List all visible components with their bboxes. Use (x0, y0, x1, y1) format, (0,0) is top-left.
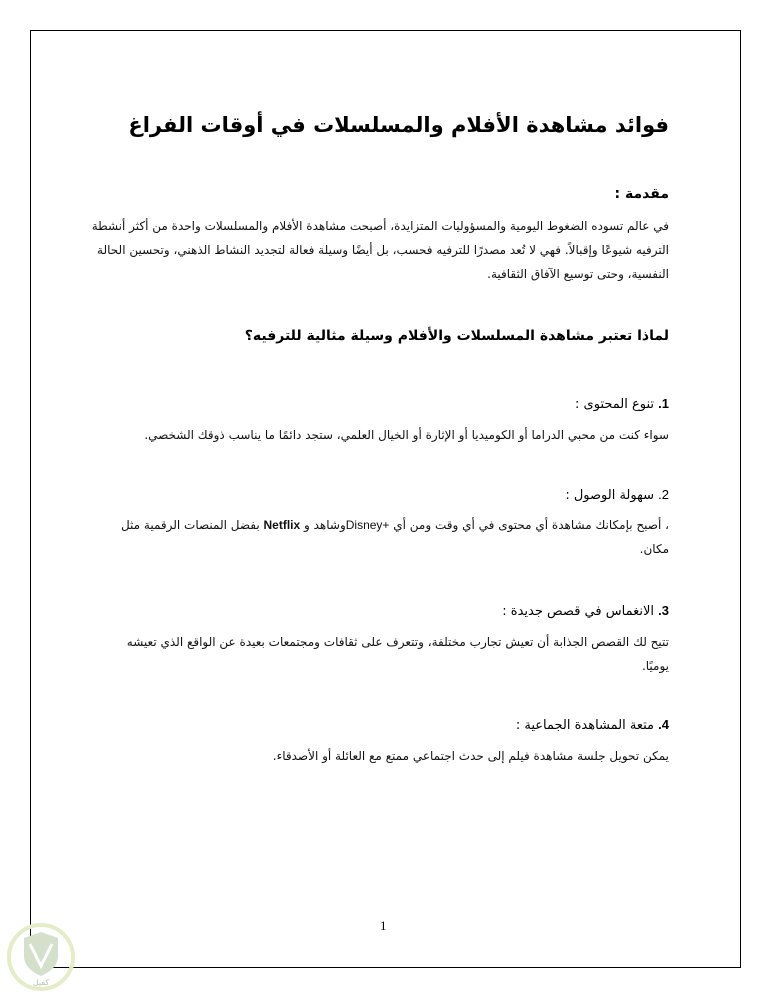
intro-paragraph (92, 214, 669, 286)
item-heading-3 (502, 603, 669, 619)
item-title: متعة المشاهدة الجماعية : (515, 718, 654, 733)
item-line: سواء كنت من محبي الدراما أو الكوميديا أو الإثارة أو الخيال العلمي، ستجد دائمًا ما يناسب ذوقك الشخصي. (144, 428, 669, 442)
item-title: تنوع المحتوى : (575, 397, 654, 412)
item-line: يمكن تحويل جلسة مشاهدة فيلم إلى حدث اجتماعي ممتع مع العائلة أو الأصدقاء. (272, 749, 669, 763)
watermark-logo (6, 922, 76, 992)
netflix-text: Netflix (263, 518, 301, 532)
item-number: 4. (658, 717, 669, 732)
item-text: وشاهد و (300, 518, 346, 532)
item-body-3 (127, 630, 669, 678)
item-heading-4 (516, 717, 669, 733)
item-title: سهولة الوصول : (565, 488, 654, 503)
item-line: مكان. (639, 542, 669, 556)
item-line: تتيح لك القصص الجذابة أن تعيش تجارب مختلفة، وتتعرف على ثقافات ومجتمعات بعيدة عن الواقع الذي تعيشه (126, 635, 669, 649)
intro-line: في عالم تسوده الضغوط اليومية والمسؤوليات المتزايدة، أصبحت مشاهدة الأفلام والمسلسلات واحدة من أكثر أنشطة (91, 219, 669, 233)
item-body-4 (273, 744, 669, 768)
item-line (121, 513, 669, 537)
item-number: 3. (658, 603, 669, 618)
watermark-text: كفيل (32, 978, 50, 987)
item-text: بفضل المنصات الرقمية مثل (120, 518, 264, 532)
document-title: فوائد مشاهدة الأفلام والمسلسلات في أوقات الفراغ (128, 113, 669, 137)
intro-line: النفسية، وحتى توسيع الآفاق الثقافية. (487, 267, 669, 281)
item-body-1 (144, 423, 669, 447)
item-title: الانغماس في قصص جديدة : (502, 604, 654, 619)
shield-icon (24, 932, 58, 976)
item-body-2 (121, 513, 669, 561)
item-text: ، أصبح بإمكانك مشاهدة أي محتوى في أي وقت ومن أي (389, 518, 669, 532)
item-line: يوميًا. (641, 659, 669, 673)
item-number: 1. (658, 396, 669, 411)
why-heading: لماذا تعتبر مشاهدة المسلسلات والأفلام وسيلة مثالية للترفيه؟ (244, 328, 669, 344)
item-number: 2. (658, 487, 669, 502)
item-heading-1 (575, 396, 669, 412)
item-heading-2 (565, 487, 669, 503)
intro-line: الترفيه شيوعًا وإقبالاً. فهي لا تُعد مصدرًا للترفيه فحسب، بل أيضًا وسيلة فعالة لتجديد النشاط الذهني، وتحسين الحالة (97, 243, 669, 257)
disney-plus-text: Disney+ (345, 518, 390, 532)
page-number: 1 (380, 918, 387, 933)
intro-heading: مقدمة : (614, 186, 669, 202)
